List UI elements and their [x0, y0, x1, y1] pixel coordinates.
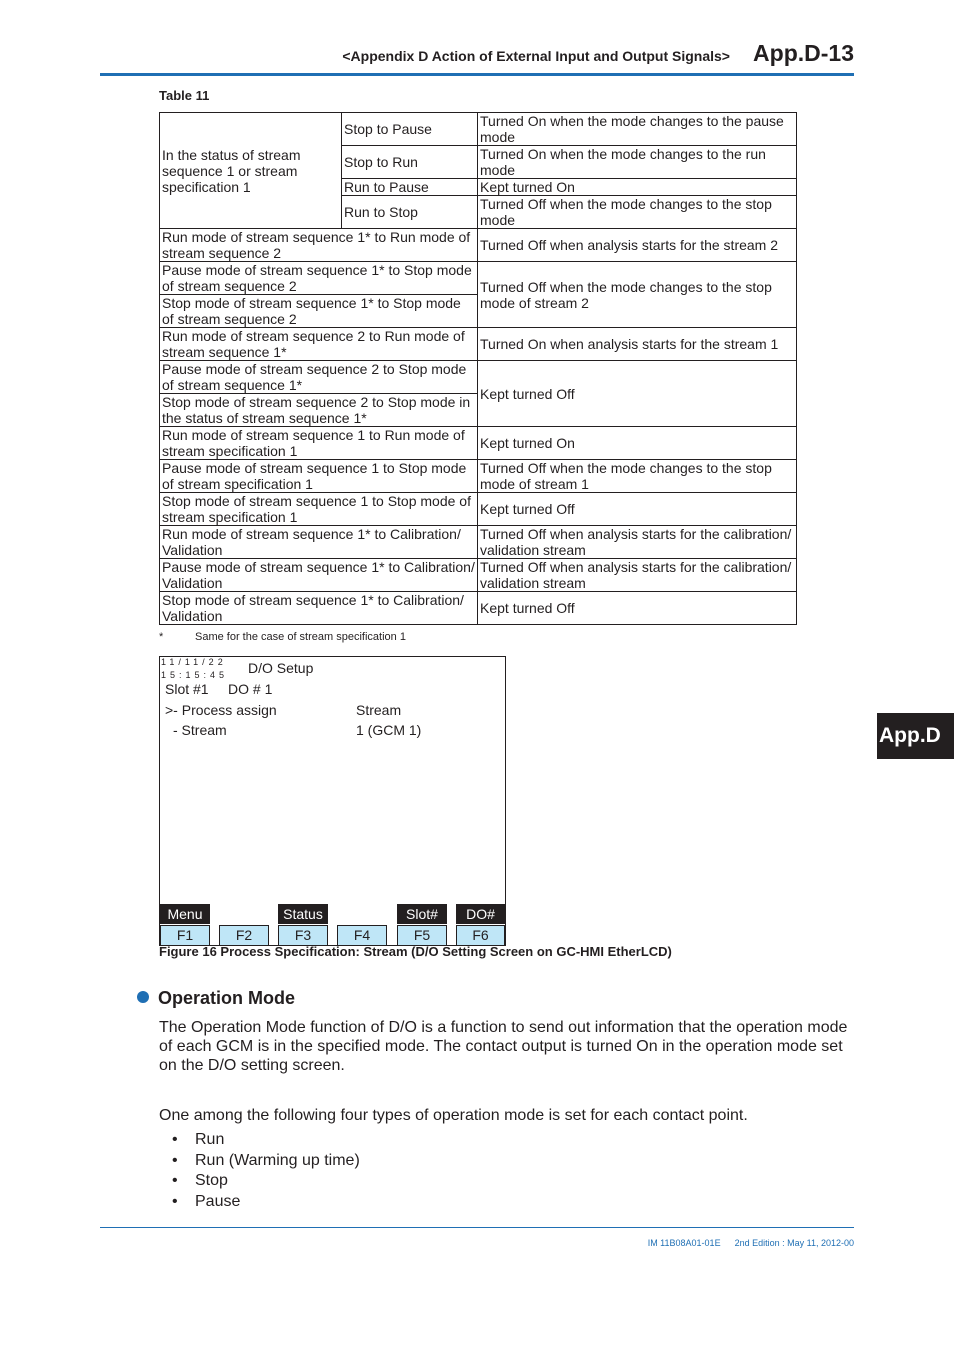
table-11	[159, 112, 797, 625]
bullet-icon: •	[172, 1172, 178, 1189]
f4-key[interactable]: F4	[337, 925, 387, 946]
operation-mode-list	[172, 1130, 360, 1212]
footer	[648, 1238, 854, 1248]
f5-key[interactable]: F5	[397, 925, 447, 946]
bullet-icon: •	[172, 1151, 178, 1169]
list-item: • Stop	[172, 1171, 360, 1192]
do-label: DO # 1	[228, 681, 273, 697]
slot-softkey[interactable]: Slot#	[397, 904, 447, 924]
status-softkey[interactable]: Status	[278, 904, 328, 924]
table-footnote	[159, 631, 406, 643]
table-cell-result: Turned On when analysis starts for the stream 1	[478, 328, 797, 361]
table-cell-result: Kept turned Off	[478, 493, 797, 526]
header-title: <Appendix D Action of External Input and Output Signals>	[342, 48, 730, 64]
stream-value: 1 (GCM 1)	[356, 722, 422, 738]
table-cell-condition: Stop mode of stream sequence 1* to Stop mode of stream sequence 2	[160, 295, 478, 328]
table-cell-transition: Run to Pause	[342, 179, 478, 196]
table-caption: Table 11	[159, 88, 210, 103]
table-cell-condition: Run mode of stream sequence 1* to Calibration/ Validation	[160, 526, 478, 559]
bullet-dot-icon	[137, 991, 149, 1003]
paragraph: One among the following four types of operation mode is set for each contact point.	[159, 1107, 748, 1124]
bullet-icon: •	[172, 1131, 178, 1148]
table-cell-result: Turned Off when the mode changes to the stop mode	[478, 196, 797, 229]
table-cell-condition: Pause mode of stream sequence 1 to Stop mode of stream specification 1	[160, 460, 478, 493]
table-cell-result: Turned On when the mode changes to the pause mode	[478, 113, 797, 146]
process-assign-value: Stream	[356, 702, 402, 718]
table-cell-result: Turned Off when the mode changes to the stop mode of stream 1	[478, 460, 797, 493]
table-cell-transition: Run to Stop	[342, 196, 478, 229]
section-heading	[137, 988, 295, 1009]
do-softkey[interactable]: DO#	[456, 904, 505, 924]
table-cell-condition: Stop mode of stream sequence 1* to Calibration/ Validation	[160, 592, 478, 625]
stream-item[interactable]: - Stream	[173, 722, 227, 738]
footer-rule	[100, 1227, 854, 1228]
table-cell-result: Kept turned On	[478, 179, 797, 196]
bullet-icon: •	[172, 1192, 178, 1210]
screen-date: 11/11/22	[161, 657, 227, 667]
table-cell-condition: Stop mode of stream sequence 1 to Stop mode of stream specification 1	[160, 493, 478, 526]
footnote-text: Same for the case of stream specification 1	[195, 631, 406, 643]
table-cell-condition: Pause mode of stream sequence 1* to Calibration/ Validation	[160, 559, 478, 592]
table-cell-condition: Run mode of stream sequence 2 to Run mode of stream sequence 1*	[160, 328, 478, 361]
table-cell-transition: Stop to Pause	[342, 113, 478, 146]
table-cell-condition: Pause mode of stream sequence 1* to Stop mode of stream sequence 2	[160, 262, 478, 295]
screen-title: D/O Setup	[248, 660, 314, 676]
f1-key[interactable]: F1	[160, 925, 210, 946]
table-group-label: In the status of stream sequence 1 or stream specification 1	[160, 113, 342, 229]
doc-id: IM 11B08A01-01E	[647, 1238, 721, 1248]
list-item: • Run	[172, 1130, 360, 1151]
page-number: App.D-13	[753, 40, 854, 66]
table-cell-result: Kept turned Off	[478, 592, 797, 625]
f2-key[interactable]: F2	[219, 925, 269, 946]
table-cell-result: Turned Off when analysis starts for the calibration/ validation stream	[478, 559, 797, 592]
process-assign-item[interactable]: >- Process assign	[165, 702, 277, 718]
figure-caption: Figure 16 Process Specification: Stream (D/O Setting Screen on GC-HMI EtherLCD)	[159, 944, 672, 959]
table-cell-result: Kept turned On	[478, 427, 797, 460]
table-cell-result: Turned On when the mode changes to the run mode	[478, 146, 797, 179]
table-cell-result: Turned Off when analysis starts for the calibration/ validation stream	[478, 526, 797, 559]
table-cell-result: Kept turned Off	[478, 361, 797, 427]
appendix-tab: App.D	[877, 713, 954, 759]
edition: 2nd Edition : May 11, 2012-00	[734, 1238, 854, 1248]
table-cell-condition: Run mode of stream sequence 1 to Run mode of stream specification 1	[160, 427, 478, 460]
paragraph: The Operation Mode function of D/O is a function to send out information that the operation mode of each GCM is in the specified mode. The contact output is turned On in the operation mode set on the D/O setting screen.	[159, 1019, 848, 1074]
table-cell-result: Turned Off when analysis starts for the stream 2	[478, 229, 797, 262]
do-setup-screen	[159, 656, 506, 946]
header-rule	[100, 73, 854, 76]
footnote-mark: *	[159, 631, 164, 643]
list-item: • Run (Warming up time)	[172, 1151, 360, 1172]
table-cell-condition: Pause mode of stream sequence 2 to Stop mode of stream sequence 1*	[160, 361, 478, 394]
table-cell-result: Turned Off when the mode changes to the stop mode of stream 2	[478, 262, 797, 328]
section-heading-text: Operation Mode	[158, 988, 296, 1008]
table-cell-condition: Run mode of stream sequence 1* to Run mode of stream sequence 2	[160, 229, 478, 262]
menu-softkey[interactable]: Menu	[160, 904, 210, 924]
slot-label: Slot #1	[165, 681, 209, 697]
list-item: • Pause	[172, 1192, 360, 1213]
table-cell-condition: Stop mode of stream sequence 2 to Stop mode in the status of stream sequence 1*	[160, 394, 478, 427]
screen-time: 15:15:45	[161, 670, 229, 680]
f3-key[interactable]: F3	[278, 925, 328, 946]
table-cell-transition: Stop to Run	[342, 146, 478, 179]
f6-key[interactable]: F6	[456, 925, 505, 946]
